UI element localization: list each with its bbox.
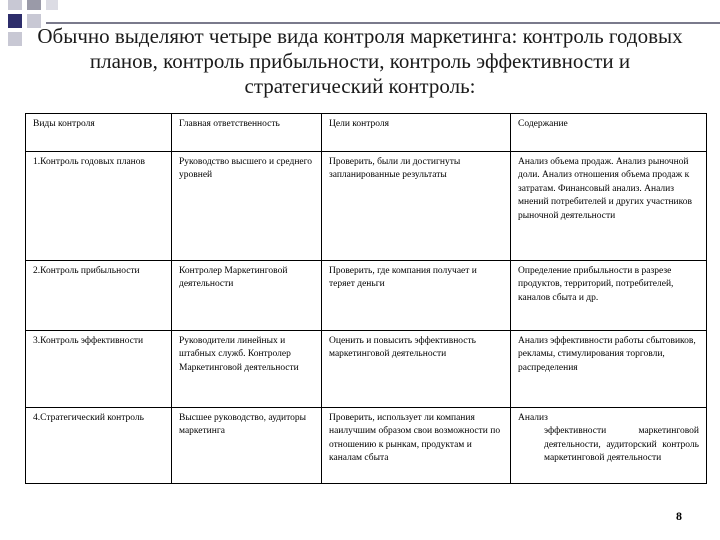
decor-square <box>8 32 22 46</box>
content-lead: Анализ <box>518 413 548 423</box>
responsibility-cell: Руководители линейных и штабных служб. Контролер Маркетинговой деятельности <box>172 331 322 408</box>
marketing-control-table <box>25 113 707 484</box>
goal-cell: Проверить, использует ли компания наилучшим образом свои возможности по отношению к рынкам, продуктам и каналам сбыта <box>322 408 511 484</box>
table-row <box>26 261 707 331</box>
content-cell: Анализ объема продаж. Анализ рыночной доли. Анализ отношения объема продаж к затратам. Финансовый анализ. Анализ мнений потребителей и других участников рыночной деятельности <box>511 152 707 261</box>
goal-cell: Проверить, были ли достигнуты запланированные результаты <box>322 152 511 261</box>
header-cell: Цели контроля <box>322 114 511 152</box>
slide-title: Обычно выделяют четыре вида контроля маркетинга: контроль годовых планов, контроль прибыльности, контроль эффективности и стратегический контроль: <box>37 24 683 98</box>
control-type-cell: 1.Контроль годовых планов <box>26 152 172 261</box>
control-type-cell: 2.Контроль прибыльности <box>26 261 172 331</box>
header-cell: Содержание <box>511 114 707 152</box>
decor-square <box>8 14 22 28</box>
responsibility-cell: Контролер Маркетинговой деятельности <box>172 261 322 331</box>
content-cell: Анализ эффективности работы сбытовиков, рекламы, стимулирования торговли, распределения <box>511 331 707 408</box>
decor-square <box>27 0 41 10</box>
header-cell-text: Главная ответственность <box>179 119 280 129</box>
table-header-row <box>26 114 707 152</box>
goal-cell: Проверить, где компания получает и теряет деньги <box>322 261 511 331</box>
header-cell <box>172 114 322 152</box>
control-type-cell: 3.Контроль эффективности <box>26 331 172 408</box>
table-row <box>26 331 707 408</box>
table-row <box>26 408 707 484</box>
content-cell: Определение прибыльности в разрезе продуктов, территорий, потребителей, каналов сбыта и др. <box>511 261 707 331</box>
table-row <box>26 152 707 261</box>
decor-square <box>8 0 22 10</box>
header-cell: Виды контроля <box>26 114 172 152</box>
decor-square <box>46 0 58 10</box>
responsibility-cell: Высшее руководство, аудиторы маркетинга <box>172 408 322 484</box>
content-cell <box>511 408 707 484</box>
control-type-cell: 4.Стратегический контроль <box>26 408 172 484</box>
content-rest: эффективности маркетинговой деятельности, аудиторский контроль маркетинговой деятельности <box>544 426 699 464</box>
goal-cell: Оценить и повысить эффективность маркетинговой деятельности <box>322 331 511 408</box>
page-number: 8 <box>676 509 682 523</box>
responsibility-cell: Руководство высшего и среднего уровней <box>172 152 322 261</box>
